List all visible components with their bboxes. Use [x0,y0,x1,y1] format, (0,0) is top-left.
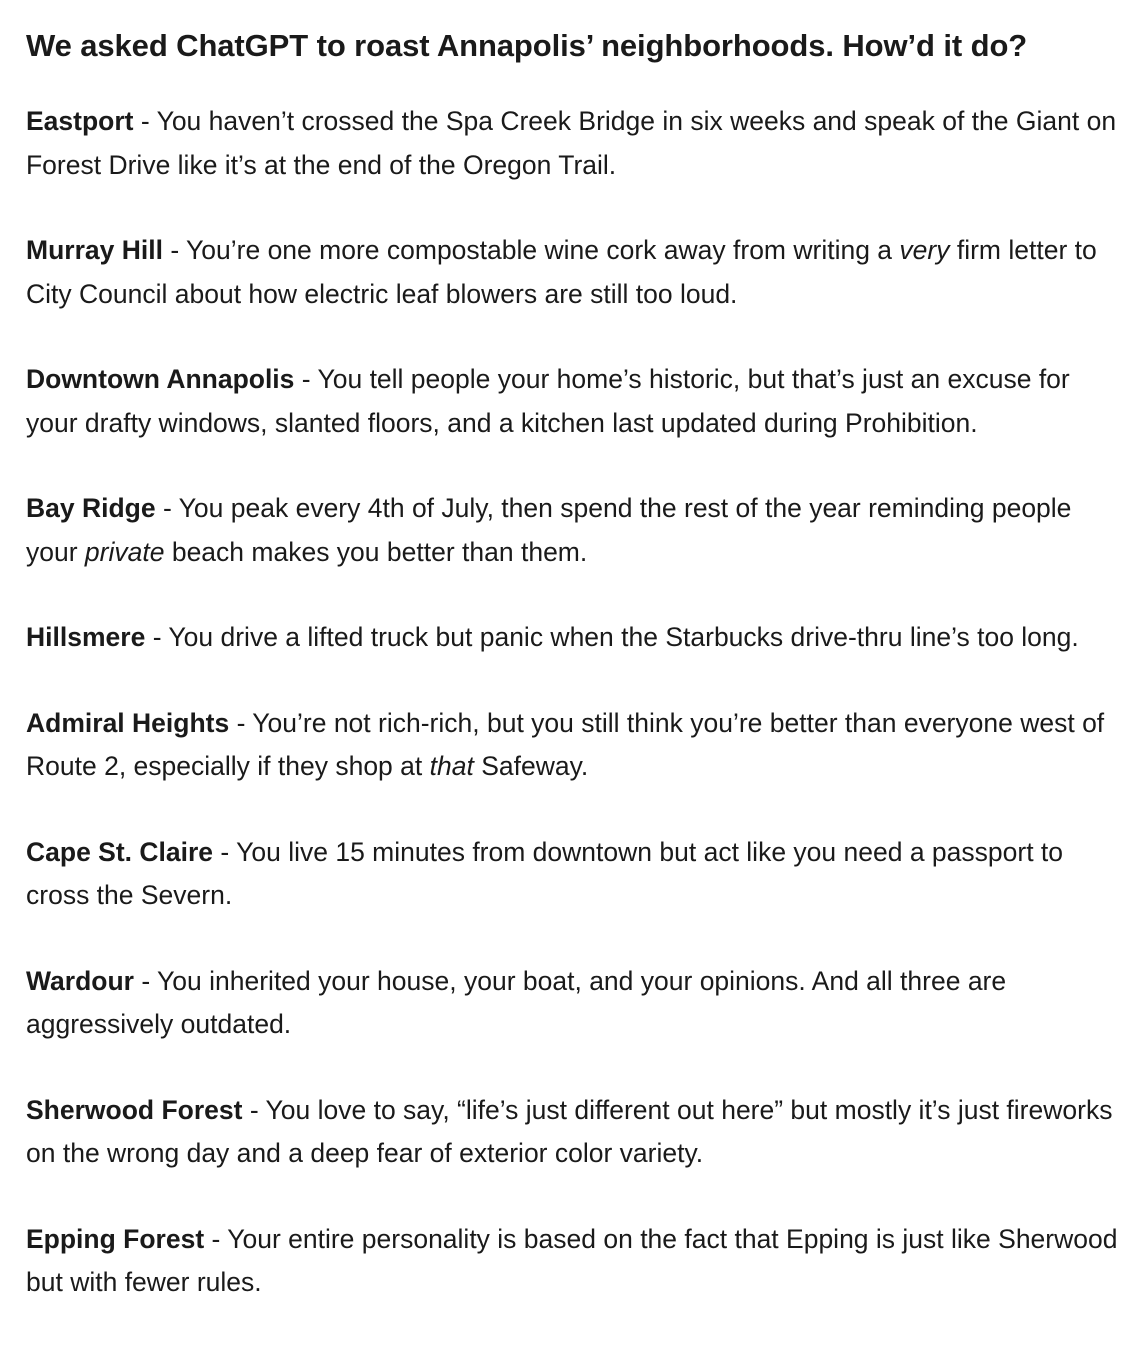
neighborhood-name: Bay Ridge [26,493,156,523]
neighborhood-name: Murray Hill [26,235,163,265]
roast-entry-admiral-heights [26,702,1126,789]
separator: - [229,707,253,738]
roast-text-end: Safeway. [473,751,589,781]
roast-text: You tell people your home’s historic, but that’s just an excuse for your drafty windows, slanted floors, and a kitchen last updated during Prohibition. [26,364,1070,438]
separator: - [155,493,179,523]
roast-entry-eastport [26,100,1126,187]
roast-entry-murray-hill [26,229,1126,316]
roast-entry-wardour [26,960,1126,1047]
neighborhood-name: Downtown Annapolis [26,364,295,394]
separator: - [213,836,237,867]
neighborhood-name: Epping Forest [26,1223,205,1254]
roast-text: You drive a lifted truck but panic when the Starbucks drive-thru line’s too long. [168,622,1079,652]
roast-text: You haven’t crossed the Spa Creek Bridge in six weeks and speak of the Giant on Forest Drive like it’s at the end of the Oregon Trail. [26,106,1117,180]
roast-text-start: You’re one more compostable wine cork away from writing a [186,235,900,265]
roast-text: You live 15 minutes from downtown but act like you need a passport to cross the Severn. [26,836,1064,910]
neighborhood-name: Cape St. Claire [26,836,214,867]
roast-text: Your entire personality is based on the fact that Epping is just like Sherwood but with fewer rules. [26,1223,1118,1297]
roast-entry-downtown-annapolis [26,358,1126,445]
separator: - [133,965,158,996]
roast-text-start: You’re not rich-rich, but you still think you’re better than everyone west of Route 2, especially if they shop at [26,707,1105,781]
separator: - [242,1094,266,1125]
neighborhood-name: Hillsmere [26,622,146,652]
separator: - [133,106,157,136]
roast-text-end: firm letter to City Council about how electric leaf blowers are still too loud. [26,235,1097,309]
roast-entry-bay-ridge [26,487,1126,574]
neighborhood-name: Sherwood Forest [26,1094,243,1125]
neighborhood-name: Eastport [26,106,134,136]
neighborhood-roast-list [26,100,1126,1305]
neighborhood-name: Admiral Heights [26,707,230,738]
headline: We asked ChatGPT to roast Annapolis’ neighborhoods. How’d it do? [26,28,1028,63]
separator: - [145,622,169,652]
roast-text-emphasis: private [84,536,165,567]
roast-entry-cape-st-claire [26,831,1126,918]
roast-text-emphasis: very [899,235,950,265]
separator: - [162,235,187,265]
roast-text: You inherited your house, your boat, and your opinions. And all three are aggressively outdated. [26,965,1007,1039]
neighborhood-name: Wardour [26,965,134,996]
separator: - [204,1223,228,1254]
separator: - [294,364,318,394]
roast-text-start: You peak every 4th of July, then spend the rest of the year reminding people your [26,493,1072,567]
roast-entry-epping-forest [26,1218,1126,1305]
roast-text: You love to say, “life’s just different out here” but mostly it’s just fireworks on the wrong day and a deep fear of exterior color variety. [26,1094,1113,1168]
roast-text-end: beach makes you better than them. [164,536,588,567]
roast-entry-hillsmere [26,616,1126,660]
roast-text-emphasis: that [429,751,474,781]
roast-entry-sherwood-forest [26,1089,1126,1176]
